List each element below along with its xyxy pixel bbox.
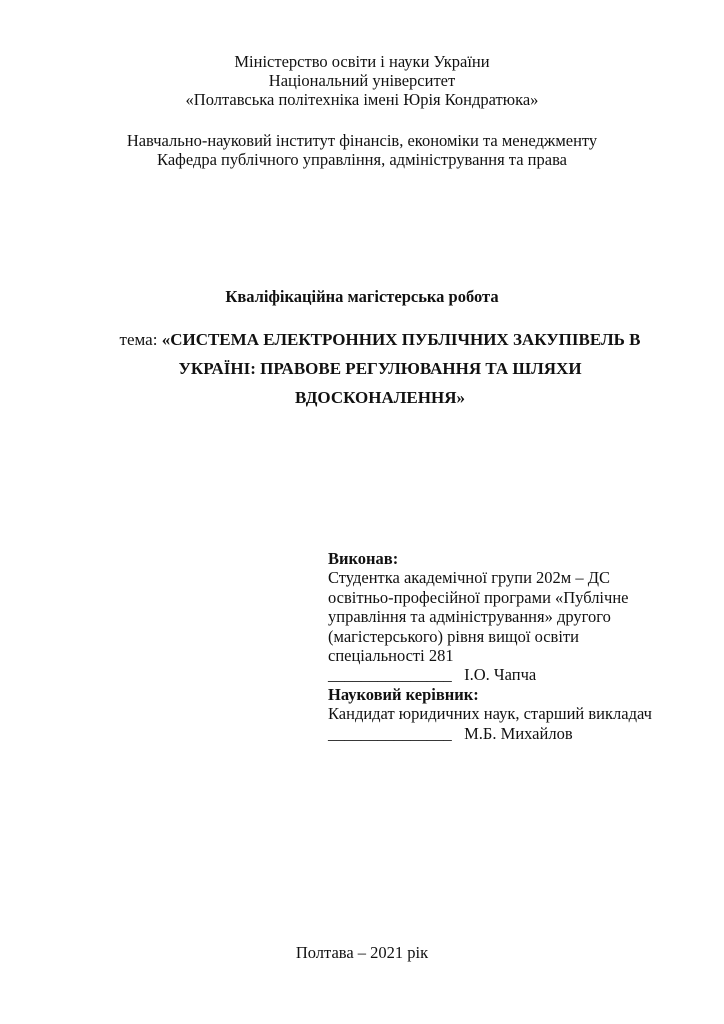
author-line3: управління та адміністрування» другого <box>328 607 611 627</box>
author-heading: Виконав: <box>328 549 399 568</box>
ministry-header <box>0 52 724 109</box>
university-type: Національний університет <box>268 71 456 90</box>
author-line4: (магістерського) рівня вищої освіти <box>328 626 579 646</box>
supervisor-heading: Науковий керівник: <box>328 684 479 704</box>
supervisor-name: М.Б. Михайлов <box>464 723 573 743</box>
supervisor-title: Кандидат юридичних наук, старший викладач <box>328 704 652 724</box>
author-line2: освітньо-професійної програми «Публічне <box>328 587 629 607</box>
supervisor-signature-row <box>328 724 688 743</box>
author-signature-line: _______________ <box>328 665 452 685</box>
author-signature-row <box>328 665 688 684</box>
author-supervisor-block <box>328 549 688 743</box>
topic-label: тема: <box>119 330 158 349</box>
topic-title-line1: «СИСТЕМА ЕЛЕКТРОННИХ ПУБЛІЧНИХ ЗАКУПІВЕЛЬ В <box>161 330 641 349</box>
work-type-title: Кваліфікаційна магістерська робота <box>225 287 499 306</box>
author-line1: Студентка академічної групи 202м – ДС <box>328 568 610 588</box>
author-line5: спеціальності 281 <box>328 646 454 666</box>
topic-title-line3: ВДОСКОНАЛЕННЯ» <box>295 388 465 407</box>
department-name: Кафедра публічного управління, адміністрування та права <box>157 150 567 169</box>
topic-block <box>60 325 700 412</box>
supervisor-signature-line: _______________ <box>328 723 452 743</box>
topic-title-line2: УКРАЇНІ: ПРАВОВЕ РЕГУЛЮВАННЯ ТА ШЛЯХИ <box>178 359 582 378</box>
university-name: «Полтавська політехніка імені Юрія Кондратюка» <box>185 90 539 109</box>
institute-name: Навчально-науковий інститут фінансів, економіки та менеджменту <box>126 131 598 150</box>
institute-header <box>0 131 724 169</box>
author-name: І.О. Чапча <box>464 665 537 685</box>
ministry-name: Міністерство освіти і науки України <box>234 52 490 71</box>
place-year-footer: Полтава – 2021 рік <box>295 943 429 962</box>
